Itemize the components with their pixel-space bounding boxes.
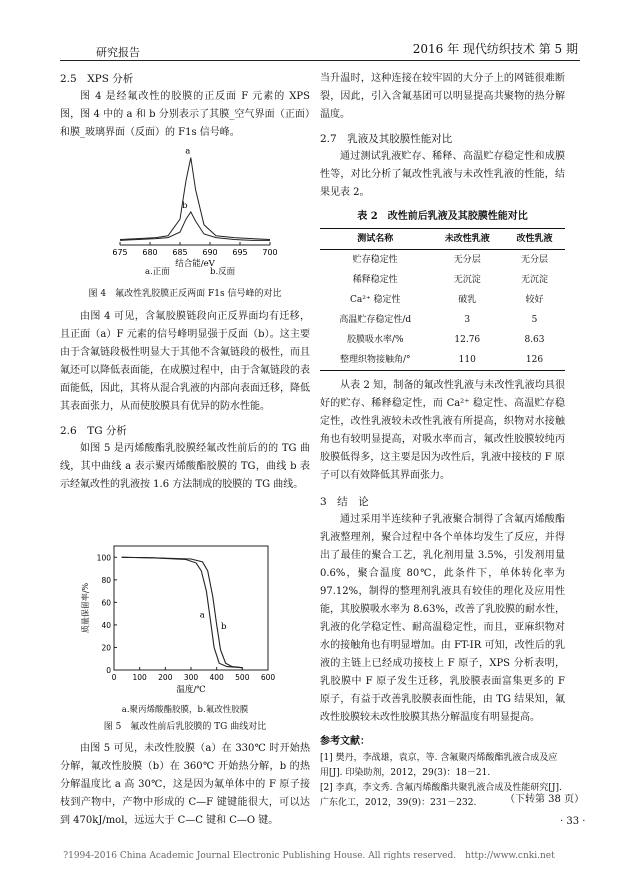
section-2-5-para-1: 图 4 是经氟改性的胶膜的正反面 F 元素的 XPS 图，图 4 中的 a 和 b 分别表示了其膜_空气界面（正面）和膜_玻璃界面（反面）的 F1s 信号峰。 (60, 91, 310, 138)
table-cell: 整理织物接触角/° (340, 355, 411, 365)
section-2-5-title: 2.5 XPS 分析 (60, 73, 134, 85)
series-label-a: a (185, 146, 191, 157)
x-tick-label: 600 (260, 673, 276, 682)
series-a-line (120, 158, 270, 240)
x-tick-label: 680 (142, 248, 158, 257)
table-cell: 无分层 (453, 255, 481, 265)
x-axis-label: 温度/℃ (176, 685, 206, 695)
x-tick-label: 695 (232, 248, 248, 257)
running-head-journal: 2016 年 现代纺织技术 第 5 期 (412, 42, 578, 56)
y-tick-label: 60 (101, 598, 111, 608)
table-cell: 126 (525, 355, 544, 365)
table-row (320, 350, 565, 371)
header-rule (60, 60, 580, 61)
x-tick-label: 685 (172, 248, 188, 257)
y-tick-label: 20 (101, 643, 111, 653)
continued-on-page: （下转第 38 页） (505, 794, 585, 805)
table-row (320, 310, 565, 330)
section-2-6-para-1: 如图 5 是丙烯酸酯乳胶膜经氟改性前后的的 TG 曲线，其中曲线 a 表示聚丙烯酸酯胶膜的 TG，曲线 b 表示经氟改性的乳液按 1.6 方法制成的胶膜的 TG 曲线。 (60, 443, 310, 490)
y-tick-label: 100 (96, 553, 111, 563)
table-2 (320, 228, 565, 371)
table-cell: 稀释稳定性 (352, 275, 398, 285)
figure-5-tg-chart (78, 540, 278, 705)
table-cell: 无分层 (520, 255, 548, 265)
table-cell: 3 (464, 315, 471, 325)
table-header: 测试名称 (357, 234, 394, 244)
table-cell: 无沉淀 (453, 275, 481, 285)
figure-4-sublabel-b: b.反面 (210, 267, 236, 277)
table-row (320, 290, 565, 310)
left-column-bottom (60, 740, 310, 830)
y-axis-label: 质量保留率/% (81, 582, 90, 634)
table-header-row (320, 229, 565, 250)
series-b-line (122, 557, 243, 667)
x-tick-label: 700 (262, 248, 278, 257)
y-tick-label: 0 (106, 666, 111, 675)
table-row (320, 330, 565, 350)
x-tick-label: 400 (209, 673, 224, 682)
reference-2: [2] 李真，李文秀. 含氟丙烯酸酯共聚乳液合成及性能研究[J]. 广东化工，2012，39(9)：231－232. (320, 783, 562, 808)
table-cell: 12.76 (454, 335, 481, 345)
table-cell: 无沉淀 (520, 275, 548, 285)
table-cell: 8.63 (524, 335, 545, 345)
references-title: 参考文献： (320, 736, 370, 747)
continued-paragraph: 当升温时，这种连接在较牢固的大分子上的网链很难断裂，因此，引入含氟基团可以明显提高共聚物的热分解温度。 (320, 73, 565, 120)
page-number: · 33 · (560, 816, 586, 827)
series-a-line (122, 557, 243, 667)
y-tick-label: 80 (101, 575, 111, 585)
figure-4-xps-chart (100, 145, 280, 280)
figure-4-caption: 图 4 氟改性乳胶膜正反两面 F1s 信号峰的对比 (88, 289, 282, 299)
table-cell: 110 (458, 355, 476, 365)
reference-1: [1] 樊丹，李战雄，袁京，等. 含氟聚丙烯酸酯乳液合成及应用[J]. 印染助剂，2012，29(3)：18－21. (320, 753, 558, 778)
section-2-6-para-2: 由图 5 可见，未改性胶膜（a）在 330℃ 时开始热分解，氟改性胶膜（b）在 360℃ 开始热分解，b 的热分解温度比 a 高 30℃，这是因为氟单体中的 F 原子接枝到产物中，产物中形成的 C—F 键键能很大，可以达到 470kJ/mol，远远大于 C—C 键和 C—O 键。 (60, 743, 310, 826)
table-header: 未改性乳液 (444, 234, 490, 244)
table-header: 改性乳液 (516, 234, 553, 244)
series-label-b: b (220, 621, 227, 632)
figure-5-caption: 图 5 氟改性前后乳胶膜的 TG 曲线对比 (103, 722, 267, 732)
plot-frame (114, 546, 268, 670)
table-cell: 较好 (525, 295, 544, 305)
figure-4-sublabel-a: a.正面 (145, 267, 170, 277)
series-label-a: a (199, 610, 205, 621)
table-cell: 高温贮存稳定性/d (339, 315, 412, 325)
table-2-caption: 表 2 改性前后乳液及其胶膜性能对比 (357, 211, 528, 222)
x-tick-label: 690 (202, 248, 218, 257)
section-2-7-para-2: 从表 2 知，制备的氟改性乳液与未改性乳液均具很好的贮存、稀释稳定性，而 Ca²⁺ 稳定性、高温贮存稳定性，改性乳液较未改性乳液有所提高，织物对水接触角也有较明显提高，对吸水率而言，氟改性胶膜较纯丙胶膜低得多，这主要是因为改性后，乳液中接枝的 F 原子可以有效降低其界面张力。 (320, 380, 565, 481)
section-2-6-title: 2.6 TG 分析 (60, 425, 127, 437)
table-cell: 胶膜吸水率/% (346, 335, 404, 345)
table-cell: 破乳 (458, 295, 477, 305)
left-column (60, 70, 310, 142)
series-label-b: b (182, 200, 188, 211)
table-row (320, 250, 565, 271)
section-2-5-para-2: 由图 4 可见，含氟胶膜链段向正反界面均有迁移，且正面（a）F 元素的信号峰明显强于反面（b）。这主要由于含氟链段极性明显大于其他不含氟链段的极性，而且氟还可以降低表面能，在成膜过程中，由于含氟链段的表面能低，因此，其将从混合乳液的内部向表面迁移，降低其表面张力，从而使胶膜具有优异的防水性能。 (60, 311, 310, 412)
x-tick-label: 300 (183, 673, 199, 682)
running-head-section: 研究报告 (96, 46, 140, 59)
x-tick-label: 200 (158, 673, 173, 682)
table-cell: Ca²⁺ 稳定性 (350, 295, 401, 305)
table-cell: 5 (531, 315, 538, 325)
table-row (320, 270, 565, 290)
figure-5-sublabels: a.聚丙烯酸酯胶膜，b.氟改性胶膜 (121, 705, 249, 715)
left-column-mid (60, 308, 310, 494)
x-axis-label: 结合能/eV (175, 259, 215, 269)
section-2-7-title: 2.7 乳液及其胶膜性能对比 (320, 133, 453, 145)
right-column (320, 70, 565, 811)
x-tick-label: 500 (235, 673, 250, 682)
x-tick-label: 100 (132, 673, 147, 682)
table-cell: 贮存稳定性 (352, 255, 398, 265)
x-tick-label: 675 (112, 248, 128, 257)
copyright-footer: ?1994-2016 China Academic Journal Electronic Publishing House. All rights reserved. http://www.cnki.net (63, 851, 555, 861)
section-2-7-para-1: 通过测试乳液贮存、稀释、高温贮存稳定性和成膜性等，对比分析了氟改性乳液与未改性乳液的性能，结果见表 2。 (320, 151, 565, 198)
series-b-line (120, 212, 270, 241)
section-3-para-1: 通过采用半连续种子乳液聚合制得了含氟丙烯酸酯乳液整理剂，聚合过程中各个单体均发生了反应，并得出了最佳的聚合工艺，乳化剂用量 3.5%，引发剂用量 0.6%，聚合温度 80℃，此条件下，单体转化率为 97.12%，制得的整理剂乳液具有较佳的理化及应用性能，其胶膜吸水率为 8.63%，改善了乳胶膜的耐水性，乳液的化学稳定性、耐高温稳定性，而且，亚麻织物对水的接触角也有明显增加。由 FT-IR 可知，改性后的乳液的主链上已经成功接枝上 F 原子，XPS 分析表明，乳胶膜中 F 原子发生迁移，乳胶膜表面富集更多的 F 原子，有益于改善乳胶膜表面性能，由 TG 结果知，氟改性胶膜较未改性胶膜其热分解温度有明显提高。 (320, 514, 565, 723)
section-3-title: 3 结 论 (320, 496, 369, 508)
x-tick-label: 0 (111, 673, 117, 682)
y-tick-label: 40 (101, 620, 111, 630)
